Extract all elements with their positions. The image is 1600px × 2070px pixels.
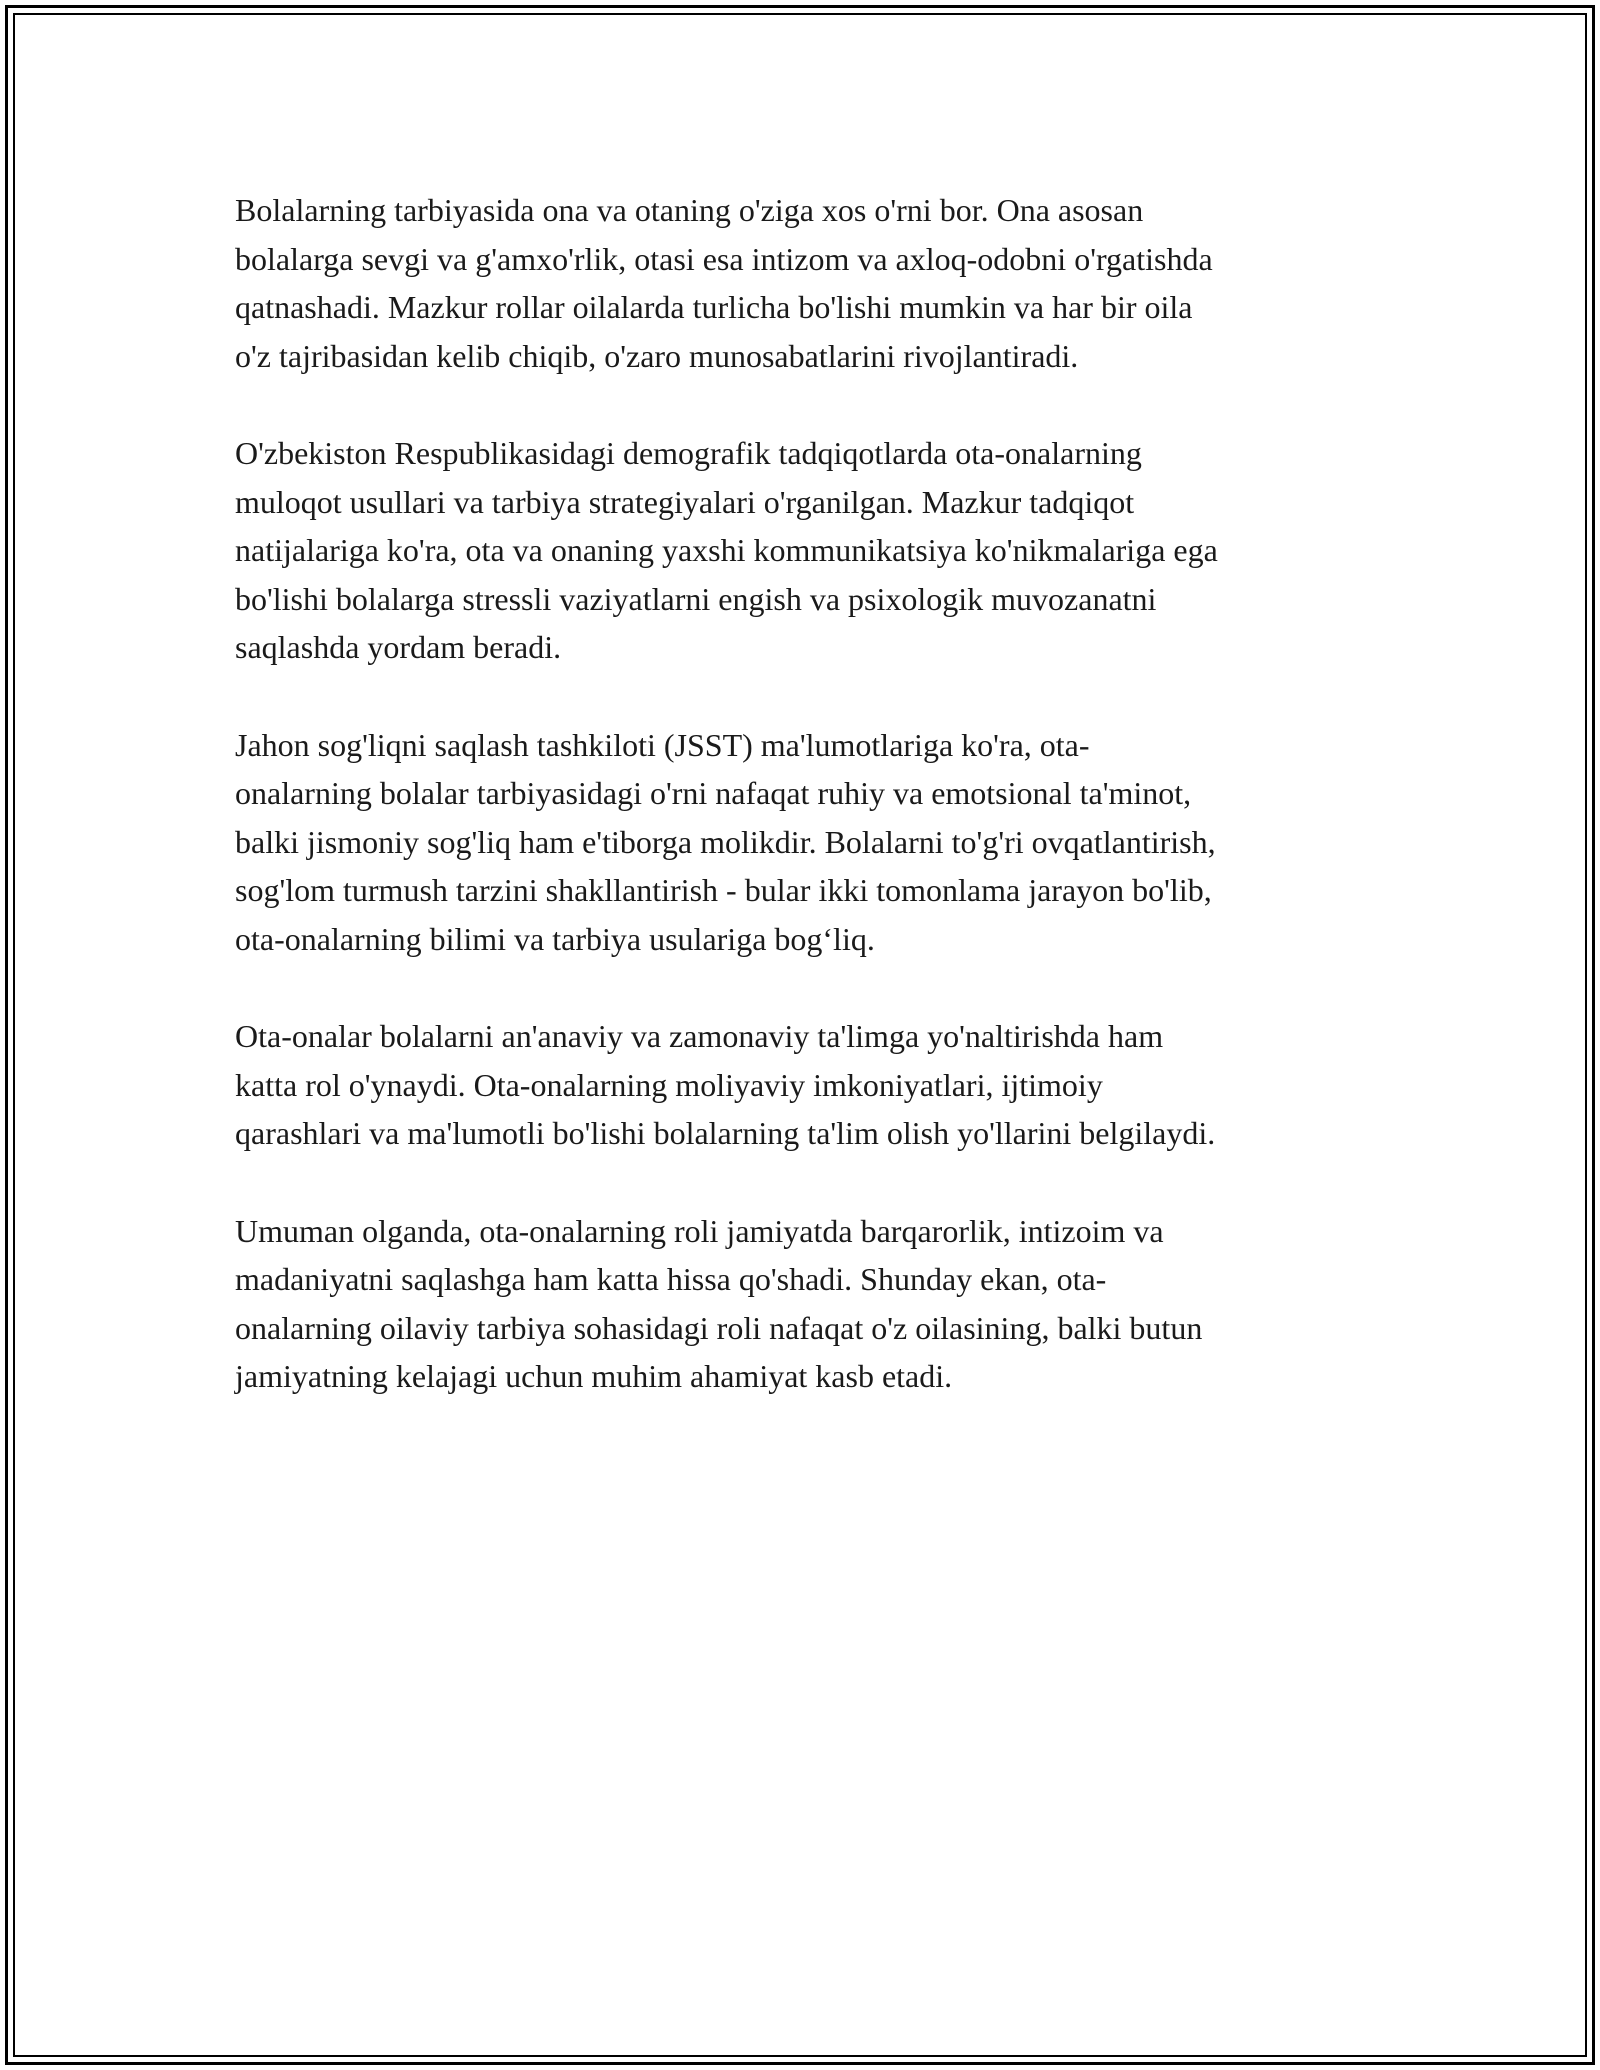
paragraph-demographic-research [235, 429, 1365, 672]
text-line: qarashlari va ma'lumotli bo'lishi bolalarning ta'lim olish yo'llarini belgilaydi. [235, 1115, 1216, 1151]
text-line: bolalarga sevgi va g'amxo'rlik, otasi esa intizom va axloq-odobni o'rgatishda [235, 240, 1213, 277]
text-line: jamiyatning kelajagi uchun muhim ahamiyat kasb etadi. [235, 1358, 953, 1394]
paragraph-education [235, 1012, 1365, 1158]
text-line: Bolalarning tarbiyasida ona va otaning o'ziga xos o'rni bor. Ona asosan [235, 192, 1144, 228]
text-line: O'zbekiston Respublikasidagi demografik tadqiqotlarda ota-onalarning [235, 435, 1142, 471]
text-line: bo'lishi bolalarga stressli vaziyatlarni engish va psixologik muvozanatni [235, 580, 1157, 617]
text-line: Ota-onalar bolalarni an'anaviy va zamonaviy ta'limga yo'naltirishda ham [235, 1018, 1164, 1054]
paragraph-conclusion [235, 1207, 1365, 1401]
text-line: onalarning bolalar tarbiyasidagi o'rni nafaqat ruhiy va emotsional ta'minot, [235, 775, 1192, 811]
text-line: katta rol o'ynaydi. Ota-onalarning moliyaviy imkoniyatlari, ijtimoiy [235, 1066, 1103, 1103]
document-body [235, 186, 1365, 1450]
text-line: sog'lom turmush tarzini shakllantirish - bular ikki tomonlama jarayon bo'lib, [235, 872, 1212, 908]
text-line: qatnashadi. Mazkur rollar oilalarda turlicha bo'lishi mumkin va har bir oila [235, 289, 1193, 325]
text-line: saqlashda yordam beradi. [235, 629, 562, 665]
text-line: Umuman olganda, ota-onalarning roli jamiyatda barqarorlik, intizoim va [235, 1212, 1164, 1249]
text-line: muloqot usullari va tarbiya strategiyalari o'rganilgan. Mazkur tadqiqot [235, 483, 1135, 520]
text-line: Jahon sog'liqni saqlash tashkiloti (JSST) ma'lumotlariga ko'ra, ota- [235, 726, 1090, 763]
paragraph-health-organization [235, 721, 1365, 964]
text-line: onalarning oilaviy tarbiya sohasidagi roli nafaqat o'z oilasining, balki butun [235, 1309, 1203, 1346]
text-line: ota-onalarning bilimi va tarbiya usulariga bog‘liq. [235, 920, 875, 957]
text-line: madaniyatni saqlashga ham katta hissa qo'shadi. Shunday ekan, ota- [235, 1261, 1107, 1297]
text-line: balki jismoniy sog'liq ham e'tiborga molikdir. Bolalarni to'g'ri ovqatlantirish, [235, 823, 1216, 860]
text-line: o'z tajribasidan kelib chiqib, o'zaro munosabatlarini rivojlantiradi. [235, 337, 1079, 374]
paragraph-parenting-roles [235, 186, 1365, 380]
text-line: natijalariga ko'ra, ota va onaning yaxshi kommunikatsiya ko'nikmalariga ega [235, 532, 1218, 568]
